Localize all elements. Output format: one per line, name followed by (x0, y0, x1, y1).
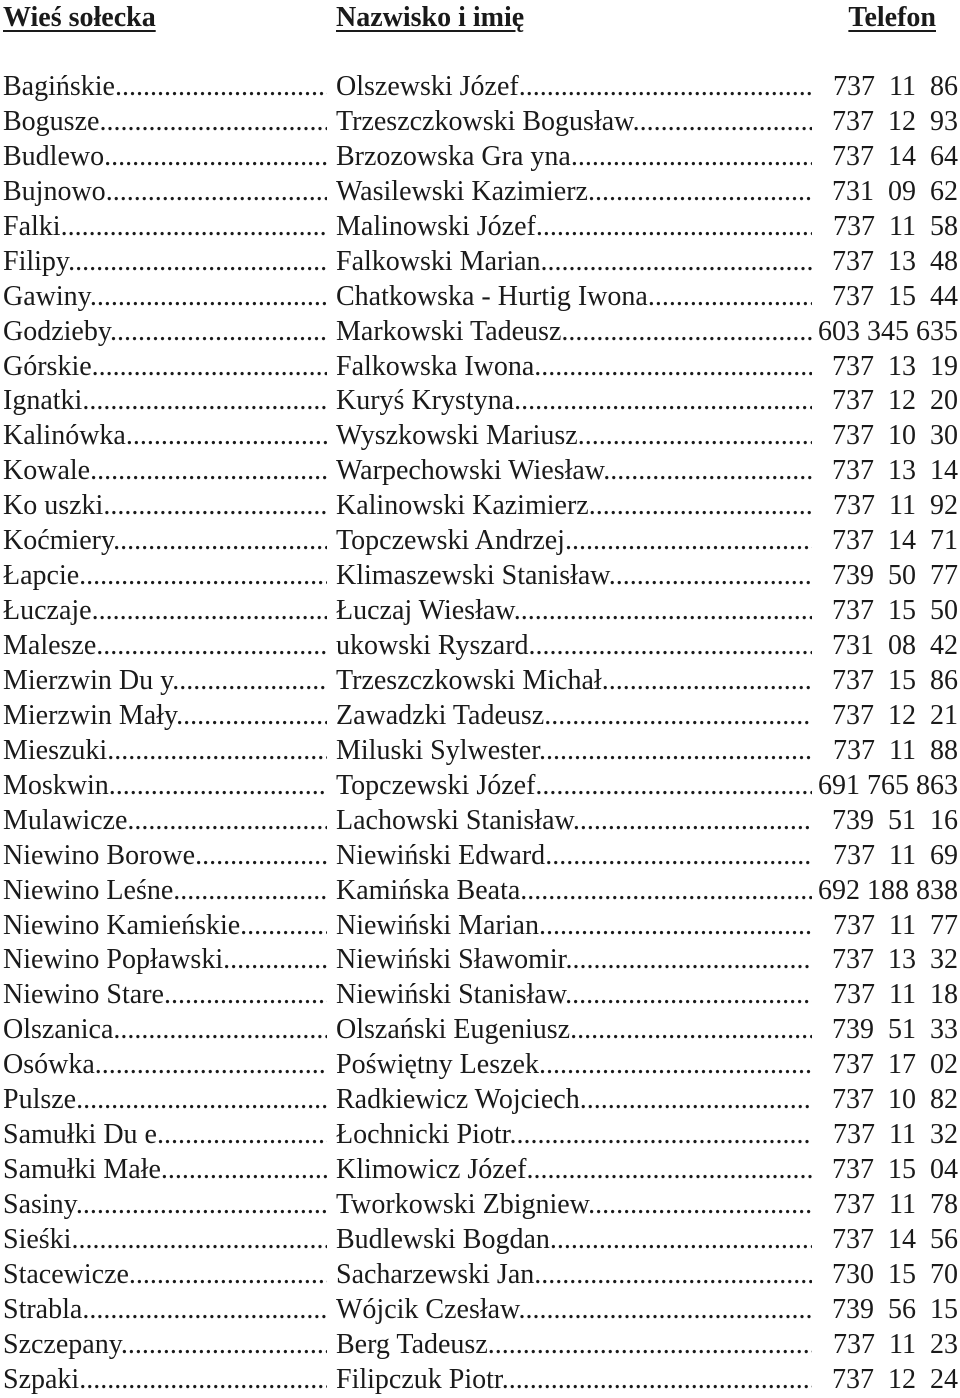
village-name: Niewino Borowe ..... (3, 839, 327, 873)
village-name: Bujnowo ..... (3, 175, 327, 209)
person-name: Kalinowski Kazimierz ..... (336, 489, 812, 523)
village-name: Kalinówka ..... (3, 419, 327, 453)
phone-number: 737 17 02 (832, 1049, 958, 1081)
person-name: Brzozowska Gra yna ..... (336, 140, 812, 174)
village-name: Niewino Stare ..... (3, 978, 327, 1012)
village-name: Samułki Małe ..... (3, 1153, 327, 1187)
village-name: Niewino Leśne ..... (3, 874, 327, 908)
person-name: Wójcik Czesław ..... (336, 1293, 812, 1327)
phone-number: 737 10 30 (832, 420, 958, 452)
village-name: Niewino Kamieńskie ..... (3, 909, 327, 943)
phone-number: 737 12 24 (832, 1363, 958, 1395)
phone-number: 737 11 78 (833, 1189, 958, 1220)
village-name: Ignatki ..... (3, 384, 327, 418)
phone-number: 737 11 23 (833, 1328, 958, 1360)
village-name: Strabla ..... (3, 1293, 327, 1327)
list-item (0, 105, 960, 140)
person-name: Topczewski Andrzej ..... (336, 524, 812, 558)
village-name: Pulsze ..... (3, 1083, 327, 1117)
phone-number: 737 12 20 (832, 385, 958, 417)
phone-number: 737 11 58 (833, 210, 958, 242)
list-item (0, 489, 960, 524)
person-name: Warpechowski Wiesław ..... (336, 454, 812, 488)
person-name: Filipczuk Piotr ..... (336, 1363, 812, 1397)
village-name: Bagińskie ..... (3, 70, 327, 104)
list-item (0, 1013, 960, 1048)
village-name: Ko uszki ..... (3, 489, 327, 523)
phone-number: 737 15 44 (832, 280, 958, 312)
person-name: Radkiewicz Wojciech ..... (336, 1083, 812, 1117)
phone-number: 739 50 77 (832, 560, 958, 592)
village-name: Mierzwin Mały ..... (3, 699, 327, 733)
person-name: Poświętny Leszek ..... (336, 1048, 812, 1082)
phone-number: 737 11 92 (833, 490, 958, 522)
phone-number: 737 11 86 (833, 71, 958, 102)
list-item (0, 1223, 960, 1258)
village-name: Górskie ..... (3, 350, 327, 384)
list-item (0, 1293, 960, 1328)
village-name: Koćmiery ..... (3, 524, 327, 558)
village-name: Mierzwin Du y ..... (3, 664, 327, 698)
village-name: Gawiny ..... (3, 280, 327, 314)
village-name: Bogusze ..... (3, 105, 327, 139)
person-name: Topczewski Józef ..... (336, 769, 812, 803)
person-name: Olszański Eugeniusz ..... (336, 1013, 812, 1047)
phone-number: 737 15 04 (832, 1154, 958, 1186)
header-village: Wieś sołecka (3, 2, 156, 33)
list-item (0, 594, 960, 629)
village-name: Mieszuki ..... (3, 734, 327, 768)
village-name: Samułki Du e ..... (3, 1118, 327, 1152)
phone-number: 739 56 15 (832, 1293, 958, 1325)
list-item (0, 909, 960, 944)
list-item (0, 175, 960, 210)
village-name: Olszanica ..... (3, 1013, 327, 1047)
list-item (0, 70, 960, 105)
person-name: Zawadzki Tadeusz ..... (336, 699, 812, 733)
person-name: Malinowski Józef ..... (336, 210, 812, 244)
phone-number: 737 15 86 (832, 664, 958, 696)
village-name: Łapcie ..... (3, 559, 327, 593)
person-name: ukowski Ryszard ..... (336, 629, 812, 663)
phone-number: 737 14 56 (832, 1223, 958, 1255)
list-item (0, 384, 960, 419)
person-name: Olszewski Józef ..... (336, 70, 812, 104)
phone-number: 737 13 14 (832, 455, 958, 487)
list-item (0, 699, 960, 734)
phone-number: 731 08 42 (832, 630, 958, 661)
village-name: Szczepany ..... (3, 1328, 327, 1362)
phone-number: 739 51 33 (832, 1014, 958, 1046)
list-item (0, 734, 960, 769)
person-name: Niewiński Marian ..... (336, 909, 812, 943)
list-item (0, 350, 960, 385)
phone-number: 692 188 838 (818, 874, 958, 906)
village-name: Sasiny ..... (3, 1188, 327, 1222)
list-item (0, 1048, 960, 1083)
village-name: Sieśki ..... (3, 1223, 327, 1257)
list-item (0, 1328, 960, 1363)
phone-number: 731 09 62 (832, 175, 958, 207)
list-item (0, 245, 960, 280)
list-item (0, 210, 960, 245)
list-item (0, 804, 960, 839)
village-name: Szpaki ..... (3, 1363, 327, 1397)
village-name: Budlewo ..... (3, 140, 327, 174)
phone-number: 737 11 32 (833, 1119, 958, 1151)
list-item (0, 315, 960, 350)
village-name: Godzieby ..... (3, 315, 327, 349)
phone-number: 737 14 64 (832, 140, 958, 172)
list-item (0, 524, 960, 559)
person-name: Trzeszczkowski Michał ..... (336, 664, 812, 698)
list-item (0, 419, 960, 454)
person-name: Budlewski Bogdan ..... (336, 1223, 812, 1257)
table-header (0, 0, 960, 40)
phone-number: 737 12 93 (832, 105, 958, 137)
village-name: Kowale ..... (3, 454, 327, 488)
person-name: Falkowski Marian ..... (336, 245, 812, 279)
phone-number: 737 11 88 (833, 734, 958, 766)
phone-number: 737 14 71 (832, 525, 958, 557)
phone-number: 737 13 19 (832, 350, 958, 382)
person-name: Trzeszczkowski Bogusław ..... (336, 105, 812, 139)
person-name: Chatkowska - Hurtig Iwona ..... (336, 280, 812, 314)
village-name: Falki ..... (3, 210, 327, 244)
list-item (0, 769, 960, 804)
list-item (0, 839, 960, 874)
person-name: Kamińska Beata ..... (336, 874, 812, 908)
village-name: Łuczaje ..... (3, 594, 327, 628)
header-name: Nazwisko i imię (336, 2, 525, 33)
phone-number: 603 345 635 (818, 315, 958, 347)
list-item (0, 559, 960, 594)
village-name: Stacewicze ..... (3, 1258, 327, 1292)
person-name: Falkowska Iwona ..... (336, 350, 812, 384)
list-item (0, 874, 960, 909)
phone-number: 737 13 48 (832, 245, 958, 277)
person-name: Miluski Sylwester ..... (336, 734, 812, 768)
phone-number: 737 12 21 (832, 699, 958, 731)
person-name: Kuryś Krystyna ..... (336, 384, 812, 418)
person-name: Wasilewski Kazimierz ..... (336, 175, 812, 209)
village-name: Moskwin ..... (3, 769, 327, 803)
person-name: Berg Tadeusz ..... (336, 1328, 812, 1362)
list-item (0, 943, 960, 978)
person-name: Łochnicki Piotr ..... (336, 1118, 812, 1152)
phone-number: 737 11 77 (833, 909, 958, 941)
list-item (0, 1363, 960, 1398)
village-name: Osówka ..... (3, 1048, 327, 1082)
phone-number: 737 11 69 (833, 839, 958, 871)
person-name: Łuczaj Wiesław ..... (336, 594, 812, 628)
phone-number: 737 10 82 (832, 1084, 958, 1116)
list-item (0, 280, 960, 315)
header-phone: Telefon (848, 2, 936, 33)
list-item (0, 629, 960, 664)
person-name: Klimaszewski Stanisław ..... (336, 559, 812, 593)
phone-number: 730 15 70 (832, 1258, 958, 1290)
directory-list (0, 70, 960, 1398)
person-name: Wyszkowski Mariusz ..... (336, 419, 812, 453)
phone-number: 737 13 32 (832, 944, 958, 976)
list-item (0, 1258, 960, 1293)
phone-number: 739 51 16 (832, 804, 958, 836)
person-name: Sacharzewski Jan ..... (336, 1258, 812, 1292)
person-name: Markowski Tadeusz ..... (336, 315, 812, 349)
village-name: Filipy ..... (3, 245, 327, 279)
list-item (0, 978, 960, 1013)
village-name: Malesze ..... (3, 629, 327, 663)
list-item (0, 1153, 960, 1188)
phone-number: 737 11 18 (833, 979, 958, 1011)
list-item (0, 140, 960, 175)
person-name: Niewiński Edward ..... (336, 839, 812, 873)
phone-number: 737 15 50 (832, 595, 958, 627)
person-name: Klimowicz Józef ..... (336, 1153, 812, 1187)
list-item (0, 454, 960, 489)
person-name: Niewiński Sławomir ..... (336, 943, 812, 977)
list-item (0, 1188, 960, 1223)
village-name: Mulawicze ..... (3, 804, 327, 838)
list-item (0, 664, 960, 699)
person-name: Tworkowski Zbigniew ..... (336, 1188, 812, 1222)
phone-number: 691 765 863 (818, 769, 958, 801)
list-item (0, 1083, 960, 1118)
village-name: Niewino Popławski ..... (3, 943, 327, 977)
list-item (0, 1118, 960, 1153)
person-name: Niewiński Stanisław ..... (336, 978, 812, 1012)
person-name: Lachowski Stanisław ..... (336, 804, 812, 838)
